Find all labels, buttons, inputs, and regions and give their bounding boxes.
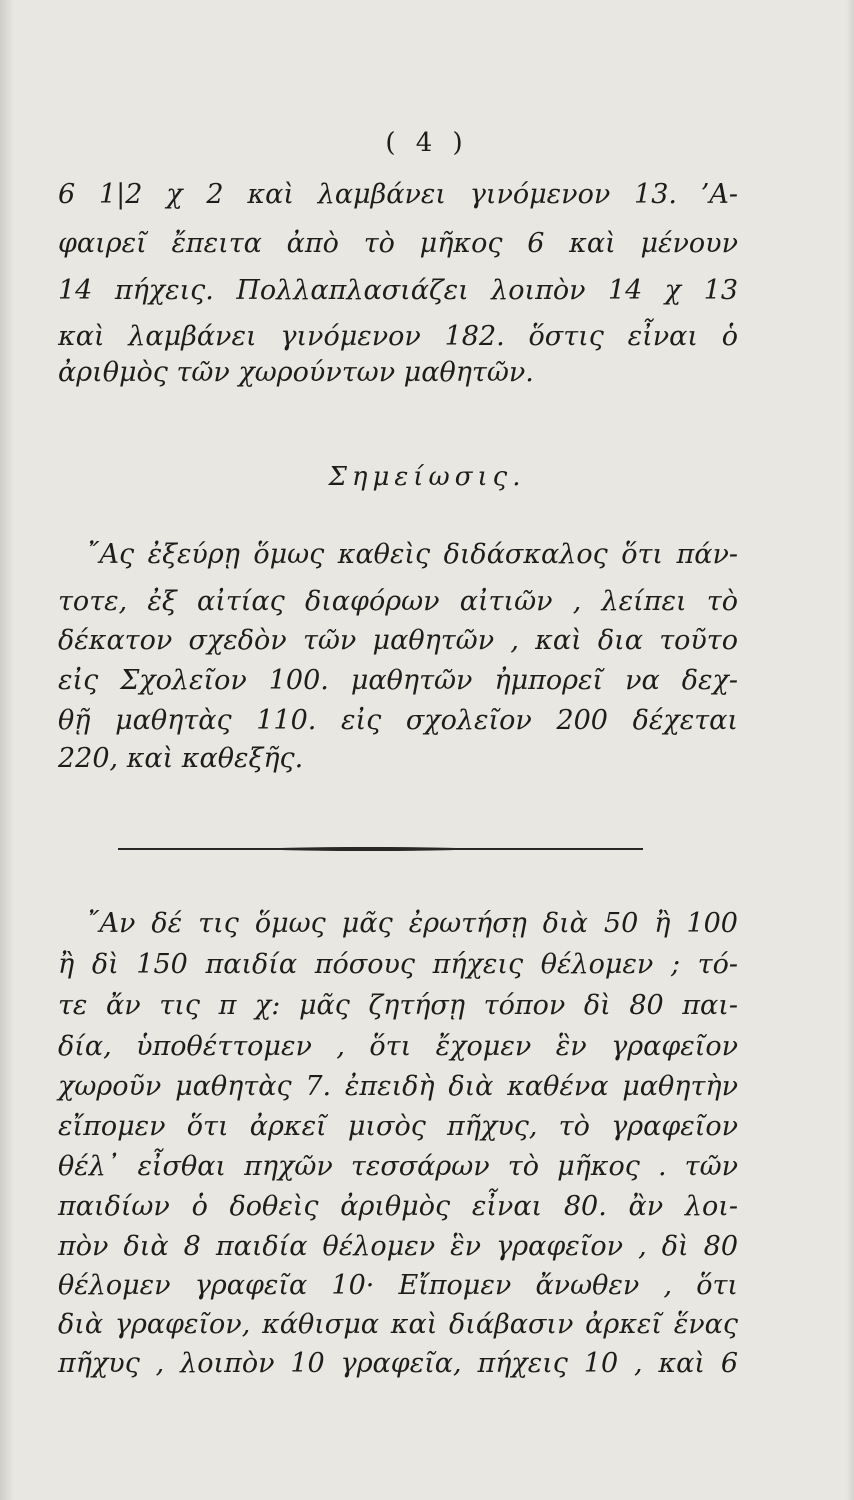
text-line: δέκατον σχεδὸν τῶν μαθητῶν , καὶ δια τοῦτο: [58, 625, 738, 656]
text-line: πὸν διὰ 8 παιδία θέλομεν ἓν γραφεῖον , δὶ 80: [58, 1231, 738, 1262]
text-line: τε ἄν τις π χ: μᾶς ζητήσῃ τόπον δὶ 80 παι-: [58, 990, 738, 1021]
section-heading: Σημείωσις.: [328, 462, 526, 492]
text-line: θῇ μαθητὰς 110. εἰς σχολεῖον 200 δέχεται: [58, 705, 738, 736]
text-line: ῎Ας ἐξεύρῃ ὅμως καθεὶς διδάσκαλος ὅτι πάν-: [86, 539, 738, 570]
text-line: θέλ᾽ εἶσθαι πηχῶν τεσσάρων τὸ μῆκος . τῶν: [58, 1151, 738, 1182]
text-line: πῆχυς , λοιπὸν 10 γραφεῖα, πήχεις 10 , καὶ 6: [58, 1348, 738, 1379]
page-edge-shadow-left: [0, 0, 14, 1500]
text-line: καὶ λαμβάνει γινόμενον 182. ὅστις εἶναι ὁ: [58, 321, 738, 352]
text-line: εἴπομεν ὅτι ἀρκεῖ μισὸς πῆχυς, τὸ γραφεῖον: [58, 1111, 738, 1142]
page-number: ( 4 ): [385, 128, 469, 158]
section-divider: [118, 848, 643, 850]
text-line: παιδίων ὁ δοθεὶς ἀριθμὸς εἶναι 80. ἂν λοι-: [58, 1191, 738, 1222]
text-line: ῎Αν δέ τις ὅμως μᾶς ἐρωτήσῃ διὰ 50 ἢ 100: [86, 908, 738, 939]
text-line: 6 1|2 χ 2 καὶ λαμβάνει γινόμενον 13. ’Α-: [58, 179, 738, 210]
text-line: 220, καὶ καθεξῆς.: [58, 743, 304, 774]
text-line: τοτε, ἐξ αἰτίας διαφόρων αἰτιῶν , λείπει τὸ: [58, 586, 738, 617]
page-edge-shadow-right: [846, 0, 854, 1500]
text-line: φαιρεῖ ἔπειτα ἀπὸ τὸ μῆκος 6 καὶ μένουν: [58, 228, 738, 259]
text-line: διὰ γραφεῖον, κάθισμα καὶ διάβασιν ἀρκεῖ ἕνας: [58, 1309, 738, 1340]
text-line: ἢ δὶ 150 παιδία πόσους πήχεις θέλομεν ; τό-: [58, 949, 738, 980]
text-line: δία, ὑποθέττομεν , ὅτι ἔχομεν ἓν γραφεῖον: [58, 1031, 738, 1062]
text-line: 14 πήχεις. Πολλαπλασιάζει λοιπὸν 14 χ 13: [58, 275, 738, 306]
text-line: θέλομεν γραφεῖα 10· Εἴπομεν ἄνωθεν , ὅτι: [58, 1270, 738, 1301]
text-line: εἰς Σχολεῖον 100. μαθητῶν ἠμπορεῖ να δεχ-: [58, 665, 738, 696]
text-line: χωροῦν μαθητὰς 7. ἐπειδὴ διὰ καθένα μαθητὴν: [58, 1071, 738, 1102]
text-line: ἀριθμὸς τῶν χωρούντων μαθητῶν.: [58, 357, 534, 388]
